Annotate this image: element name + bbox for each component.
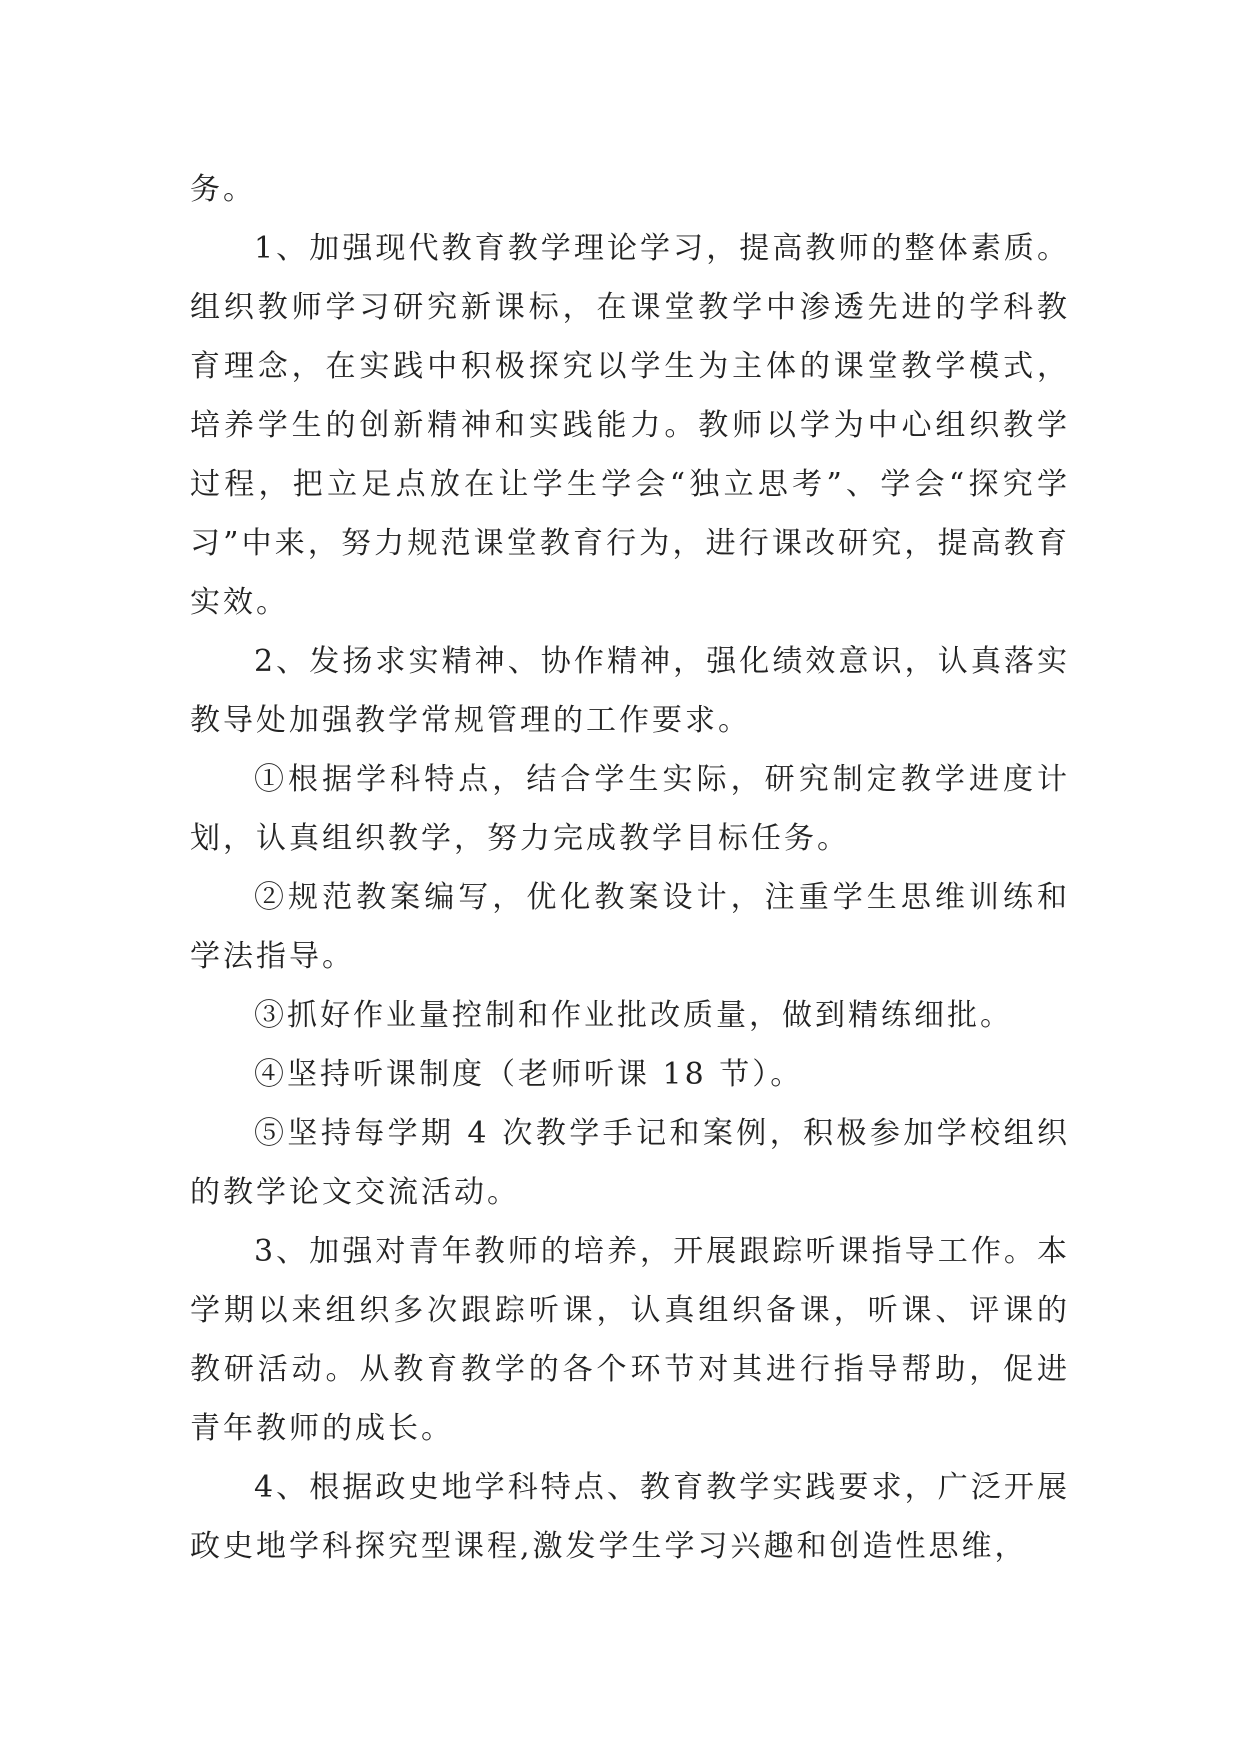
paragraph-sub-4: ④坚持听课制度（老师听课 18 节）。 bbox=[254, 1057, 804, 1092]
paragraph-sub-5: ⑤坚持每学期 4 次教学手记和案例，积极参加学校组织的教学论文交流活动。 bbox=[190, 1116, 1070, 1210]
paragraph-item-4: 4、根据政史地学科特点、教育教学实践要求，广泛开展政史地学科探究型课程,激发学生学习兴趣和创造性思维， bbox=[190, 1470, 1070, 1564]
paragraph-item-3: 3、加强对青年教师的培养，开展跟踪听课指导工作。本学期以来组织多次跟踪听课，认真组织备课，听课、评课的教研活动。从教育教学的各个环节对其进行指导帮助，促进青年教师的成长。 bbox=[190, 1234, 1070, 1446]
paragraph-sub-2: ②规范教案编写，优化教案设计，注重学生思维训练和学法指导。 bbox=[190, 880, 1070, 974]
document-body bbox=[190, 160, 1070, 1576]
paragraph-continued: 务。 bbox=[190, 172, 256, 207]
paragraph-sub-3: ③抓好作业量控制和作业批改质量，做到精练细批。 bbox=[254, 998, 1013, 1033]
paragraph-item-2: 2、发扬求实精神、协作精神，强化绩效意识，认真落实教导处加强教学常规管理的工作要求。 bbox=[190, 644, 1070, 738]
paragraph-sub-1: ①根据学科特点，结合学生实际，研究制定教学进度计划，认真组织教学，努力完成教学目标任务。 bbox=[190, 762, 1070, 856]
paragraph-item-1: 1、加强现代教育教学理论学习，提高教师的整体素质。组织教师学习研究新课标，在课堂教学中渗透先进的学科教育理念，在实践中积极探究以学生为主体的课堂教学模式，培养学生的创新精神和实践能力。教师以学为中心组织教学过程，把立足点放在让学生学会“独立思考”、学会“探究学习”中来，努力规范课堂教育行为，进行课改研究，提高教育实效。 bbox=[190, 231, 1070, 620]
